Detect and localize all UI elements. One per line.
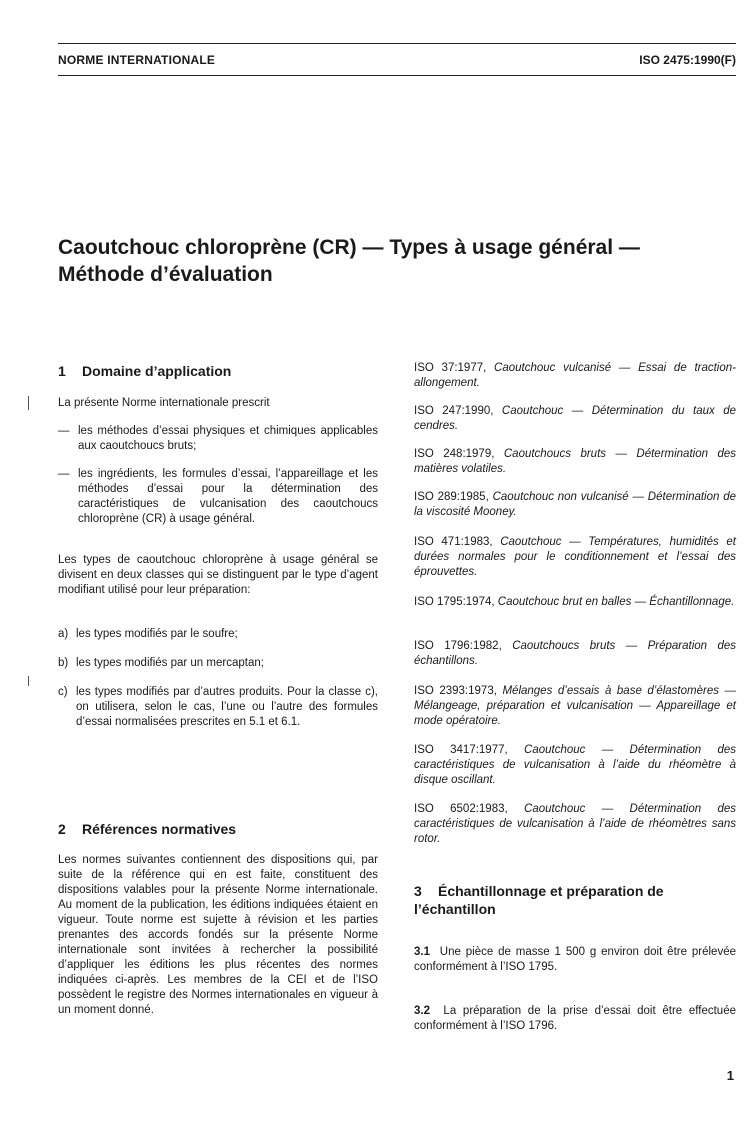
section-1-paragraph: Les types de caoutchouc chloroprène à usage général se divisent en deux classes qui se distinguent par le type d’agent modifiant utilisé pour leur préparation: <box>58 554 378 596</box>
header-rule <box>58 75 736 76</box>
header-standard-number: ISO 2475:1990(F) <box>639 53 736 67</box>
section-title-continued: l’échantillon <box>414 901 496 917</box>
reference-item: ISO 248:1979, Caoutchoucs bruts — Détermination des matières volatiles. <box>414 448 736 475</box>
reference-item: ISO 247:1990, Caoutchouc — Détermination du taux de cendres. <box>414 405 736 432</box>
reference-item: ISO 289:1985, Caoutchouc non vulcanisé — Détermination de la viscosité Mooney. <box>414 491 736 518</box>
subclause-3-1: 3.1 Une pièce de masse 1 500 g environ doit être prélevée conformément à l’ISO 1795. <box>414 946 736 973</box>
list-item: a) les types modifiés par le soufre; <box>58 628 238 640</box>
section-3-heading <box>414 882 736 918</box>
reference-item: ISO 3417:1977, Caoutchouc — Détermination des caractéristiques de vulcanisation à l’aide du rhéomètre à disque oscillant. <box>414 744 737 786</box>
page-number: 1 <box>726 1068 734 1083</box>
list-item: c) les types modifiés par d’autres produits. Pour la classe c), on utilisera, selon le cas, l’une ou l’autre des formules d’essai normalisées prescrites en 5.1 et 6.1. <box>58 686 378 728</box>
top-rule <box>58 43 736 44</box>
margin-change-mark <box>28 396 29 410</box>
section-title: Domaine d’application <box>82 363 232 379</box>
section-number: 3 <box>414 883 422 899</box>
reference-item: ISO 471:1983, Caoutchouc — Températures, humidités et durées normales pour le conditionnement et l’essai des éprouvettes. <box>414 536 736 578</box>
title-line-1: Caoutchouc chloroprène (CR) — Types à usage général — <box>58 236 640 259</box>
page-title <box>58 234 738 288</box>
reference-item: ISO 2393:1973, Mélanges d’essais à base d’élastomères — Mélangeage, préparation et vulcanisation — Appareillage et mode opératoire. <box>414 685 737 727</box>
section-number: 2 <box>58 821 66 837</box>
list-item: — les ingrédients, les formules d’essai, l’appareillage et les méthodes d’essai pour la détermination des caractéristiques de vulcanisation des caoutchoucs chloroprène (CR) à usage général. <box>58 467 378 527</box>
section-1-intro: La présente Norme internationale prescrit <box>58 397 270 409</box>
header-document-type: NORME INTERNATIONALE <box>58 53 216 67</box>
reference-item: ISO 1796:1982, Caoutchoucs bruts — Préparation des échantillons. <box>414 640 736 667</box>
section-2-heading <box>58 820 236 838</box>
section-1-heading <box>58 362 231 380</box>
section-title: Références normatives <box>82 821 237 837</box>
section-title: Échantillonnage et préparation de <box>438 883 664 899</box>
section-number: 1 <box>58 363 66 379</box>
margin-change-mark <box>28 676 29 686</box>
subclause-3-2: 3.2 La préparation de la prise d’essai doit être effectuée conformément à l’ISO 1796. <box>414 1005 736 1032</box>
list-item: b) les types modifiés par un mercaptan; <box>58 657 264 669</box>
reference-item: ISO 1795:1974, Caoutchouc brut en balles — Échantillonnage. <box>414 596 735 608</box>
reference-item: ISO 37:1977, Caoutchouc vulcanisé — Essai de traction-allongement. <box>414 362 736 389</box>
reference-item: ISO 6502:1983, Caoutchouc — Détermination des caractéristiques de vulcanisation à l’aide de rhéomètres sans rotor. <box>414 803 737 845</box>
section-2-paragraph: Les normes suivantes contiennent des dispositions qui, par suite de la référence qui en est faite, constituent des dispositions valables pour la présente Norme internationale. Au moment de la publication, les éditions indiquées étaient en vigueur. Toute norme est sujette à révision et les parties prenantes des accords fondés sur la présente Norme internationale sont invitées à rechercher la possibilité d’appliquer les éditions les plus récentes des normes indiquées ci-après. Les membres de la CEI et de l’ISO possèdent le registre des Normes internationales en vigueur à un moment donné. <box>58 854 378 1016</box>
title-line-2: Méthode d’évaluation <box>58 263 273 286</box>
list-item: — les méthodes d’essai physiques et chimiques applicables aux caoutchoucs bruts; <box>58 424 378 454</box>
